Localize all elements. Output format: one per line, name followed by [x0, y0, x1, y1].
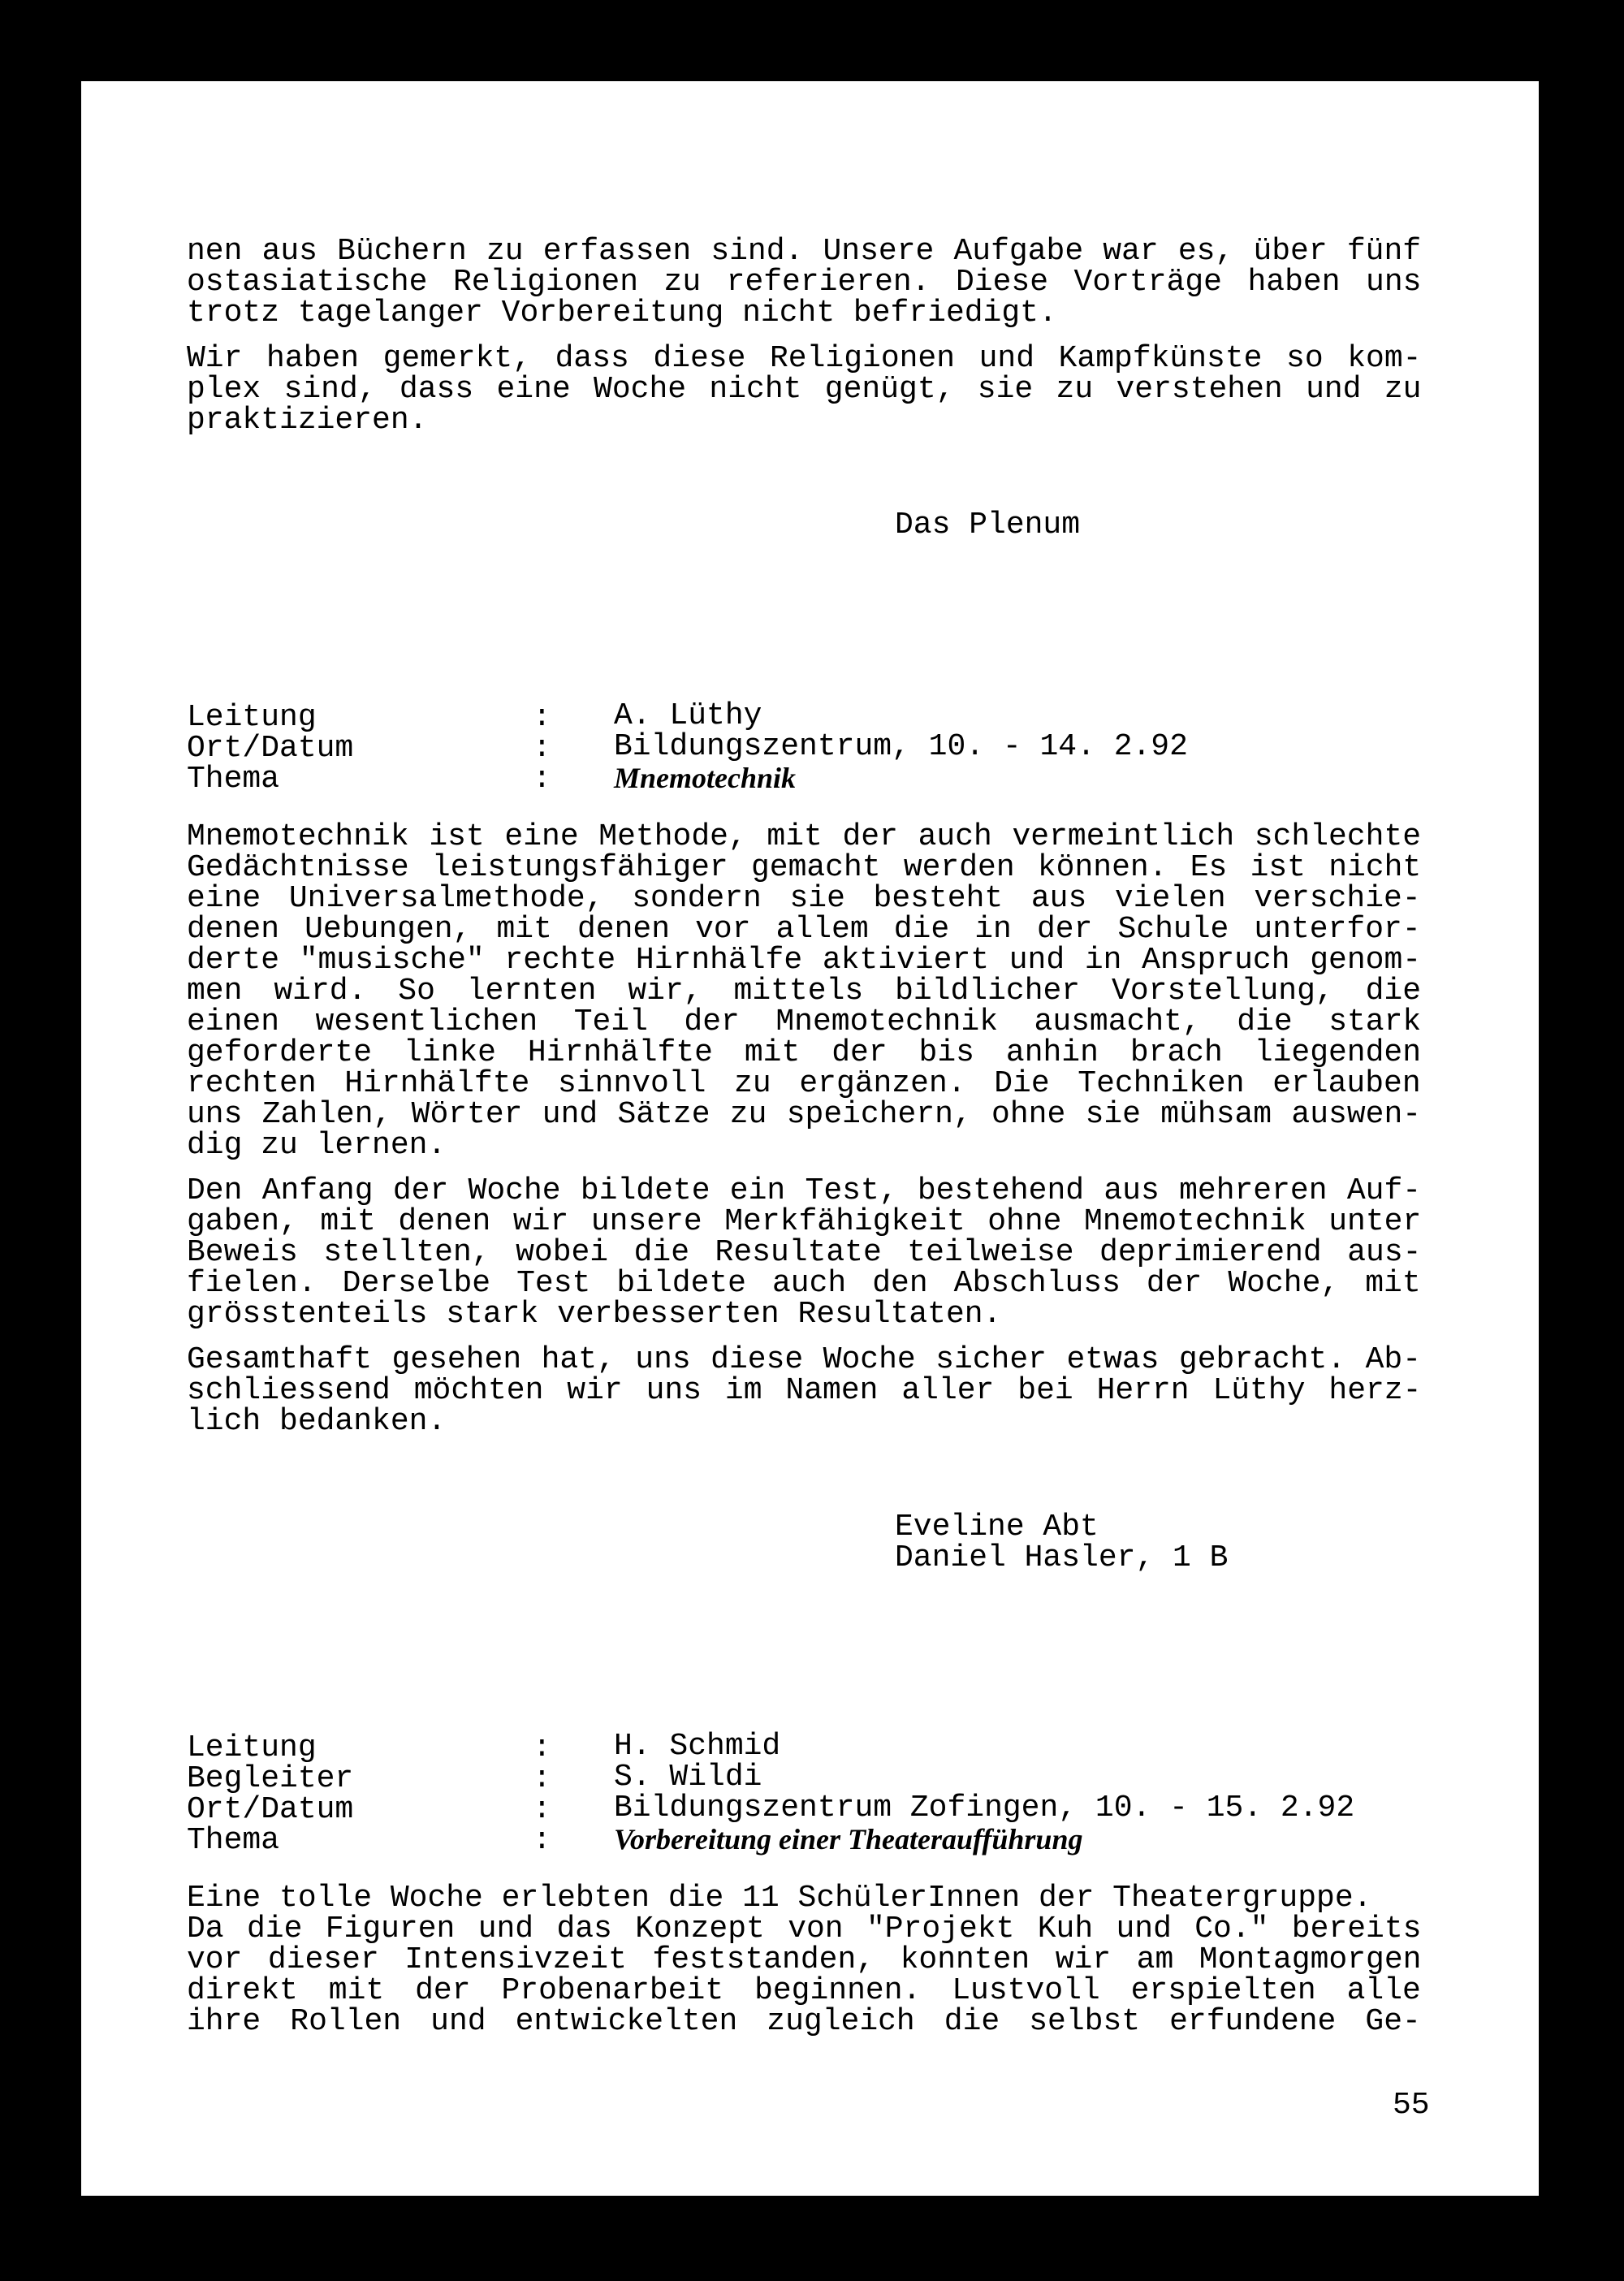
text-line: Beweis stellten, wobei die Resultate teilweise deprimierend aus- — [187, 1235, 1422, 1270]
label-leitung: Leitung — [187, 700, 317, 735]
text-line: uns Zahlen, Wörter und Sätze zu speichern, ohne sie mühsam auswen- — [187, 1097, 1422, 1132]
signature-name: Daniel Hasler, 1 B — [895, 1540, 1229, 1575]
label-begleiter: Begleiter — [187, 1761, 354, 1796]
separator: : — [533, 1730, 551, 1765]
value-ort-datum: Bildungszentrum Zofingen, 10. - 15. 2.92 — [614, 1791, 1355, 1825]
text-line: derte "musische" rechte Hirnhälfe aktiviert und in Anspruch genom- — [187, 943, 1422, 978]
text-line: nen aus Büchern zu erfassen sind. Unsere Aufgabe war es, über fünf — [187, 234, 1422, 269]
separator: : — [533, 700, 551, 735]
text-line: men wird. So lernten wir, mittels bildlicher Vorstellung, die — [187, 974, 1422, 1009]
text-line: vor dieser Intensivzeit feststanden, konnten wir am Montagmorgen — [187, 1942, 1422, 1977]
text-line: Gedächtnisse leistungsfähiger gemacht werden können. Es ist nicht — [187, 850, 1422, 885]
document-page — [81, 81, 1539, 2196]
text-line: grösstenteils stark verbesserten Resultaten. — [187, 1297, 1002, 1332]
text-line: dig zu lernen. — [187, 1128, 447, 1163]
text-line: Da die Figuren und das Konzept von "Projekt Kuh und Co." bereits — [187, 1912, 1422, 1946]
value-ort-datum: Bildungszentrum, 10. - 14. 2.92 — [614, 729, 1188, 764]
page-number: 55 — [1393, 2088, 1430, 2123]
value-leitung: H. Schmid — [614, 1729, 781, 1764]
text-line: direkt mit der Probenarbeit beginnen. Lustvoll erspielten alle — [187, 1973, 1421, 2008]
value-leitung: A. Lüthy — [614, 698, 762, 733]
signature-plenum: Das Plenum — [895, 508, 1081, 542]
label-ort-datum: Ort/Datum — [187, 731, 354, 766]
separator: : — [533, 1761, 551, 1796]
text-line: lich bedanken. — [187, 1404, 447, 1439]
text-line: Den Anfang der Woche bildete ein Test, bestehend aus mehreren Auf- — [187, 1173, 1422, 1208]
text-line: Wir haben gemerkt, dass diese Religionen und Kampfkünste so kom- — [187, 341, 1422, 376]
value-begleiter: S. Wildi — [614, 1760, 762, 1795]
signature-name: Eveline Abt — [895, 1510, 1099, 1544]
text-line: Eine tolle Woche erlebten die 11 SchülerInnen der Theatergruppe. — [187, 1881, 1372, 1916]
label-thema: Thema — [187, 1823, 280, 1858]
text-line: Gesamthaft gesehen hat, uns diese Woche sicher etwas gebracht. Ab- — [187, 1342, 1422, 1377]
text-line: fielen. Derselbe Test bildete auch den Abschluss der Woche, mit — [187, 1266, 1421, 1301]
label-ort-datum: Ort/Datum — [187, 1792, 354, 1827]
text-line: eine Universalmethode, sondern sie besteht aus vielen verschie- — [187, 881, 1421, 916]
text-line: praktizieren. — [187, 403, 428, 438]
separator: : — [533, 1792, 551, 1827]
text-line: trotz tagelanger Vorbereitung nicht befriedigt. — [187, 296, 1057, 330]
label-thema: Thema — [187, 762, 280, 797]
separator: : — [533, 731, 551, 766]
value-thema: Vorbereitung einer Theateraufführung — [614, 1823, 1083, 1855]
separator: : — [533, 762, 551, 797]
text-line: gaben, mit denen wir unsere Merkfähigkeit ohne Mnemotechnik unter — [187, 1204, 1422, 1239]
text-line: einen wesentlichen Teil der Mnemotechnik ausmacht, die stark — [187, 1004, 1422, 1039]
text-line: rechten Hirnhälfte sinnvoll zu ergänzen. Die Techniken erlauben — [187, 1066, 1421, 1101]
text-line: ostasiatische Religionen zu referieren. Diese Vorträge haben uns — [187, 265, 1422, 300]
text-line: geforderte linke Hirnhälfte mit der bis anhin brach liegenden — [187, 1035, 1422, 1070]
text-line: denen Uebungen, mit denen vor allem die in der Schule unterfor- — [187, 912, 1421, 947]
text-line: Mnemotechnik ist eine Methode, mit der auch vermeintlich schlechte — [187, 819, 1422, 854]
label-leitung: Leitung — [187, 1730, 317, 1765]
value-thema: Mnemotechnik — [614, 762, 797, 794]
text-line: plex sind, dass eine Woche nicht genügt, sie zu verstehen und zu — [187, 372, 1422, 407]
text-line: ihre Rollen und entwickelten zugleich die selbst erfundene Ge- — [187, 2004, 1421, 2039]
text-line: schliessend möchten wir uns im Namen aller bei Herrn Lüthy herz- — [187, 1373, 1422, 1408]
separator: : — [533, 1823, 551, 1858]
